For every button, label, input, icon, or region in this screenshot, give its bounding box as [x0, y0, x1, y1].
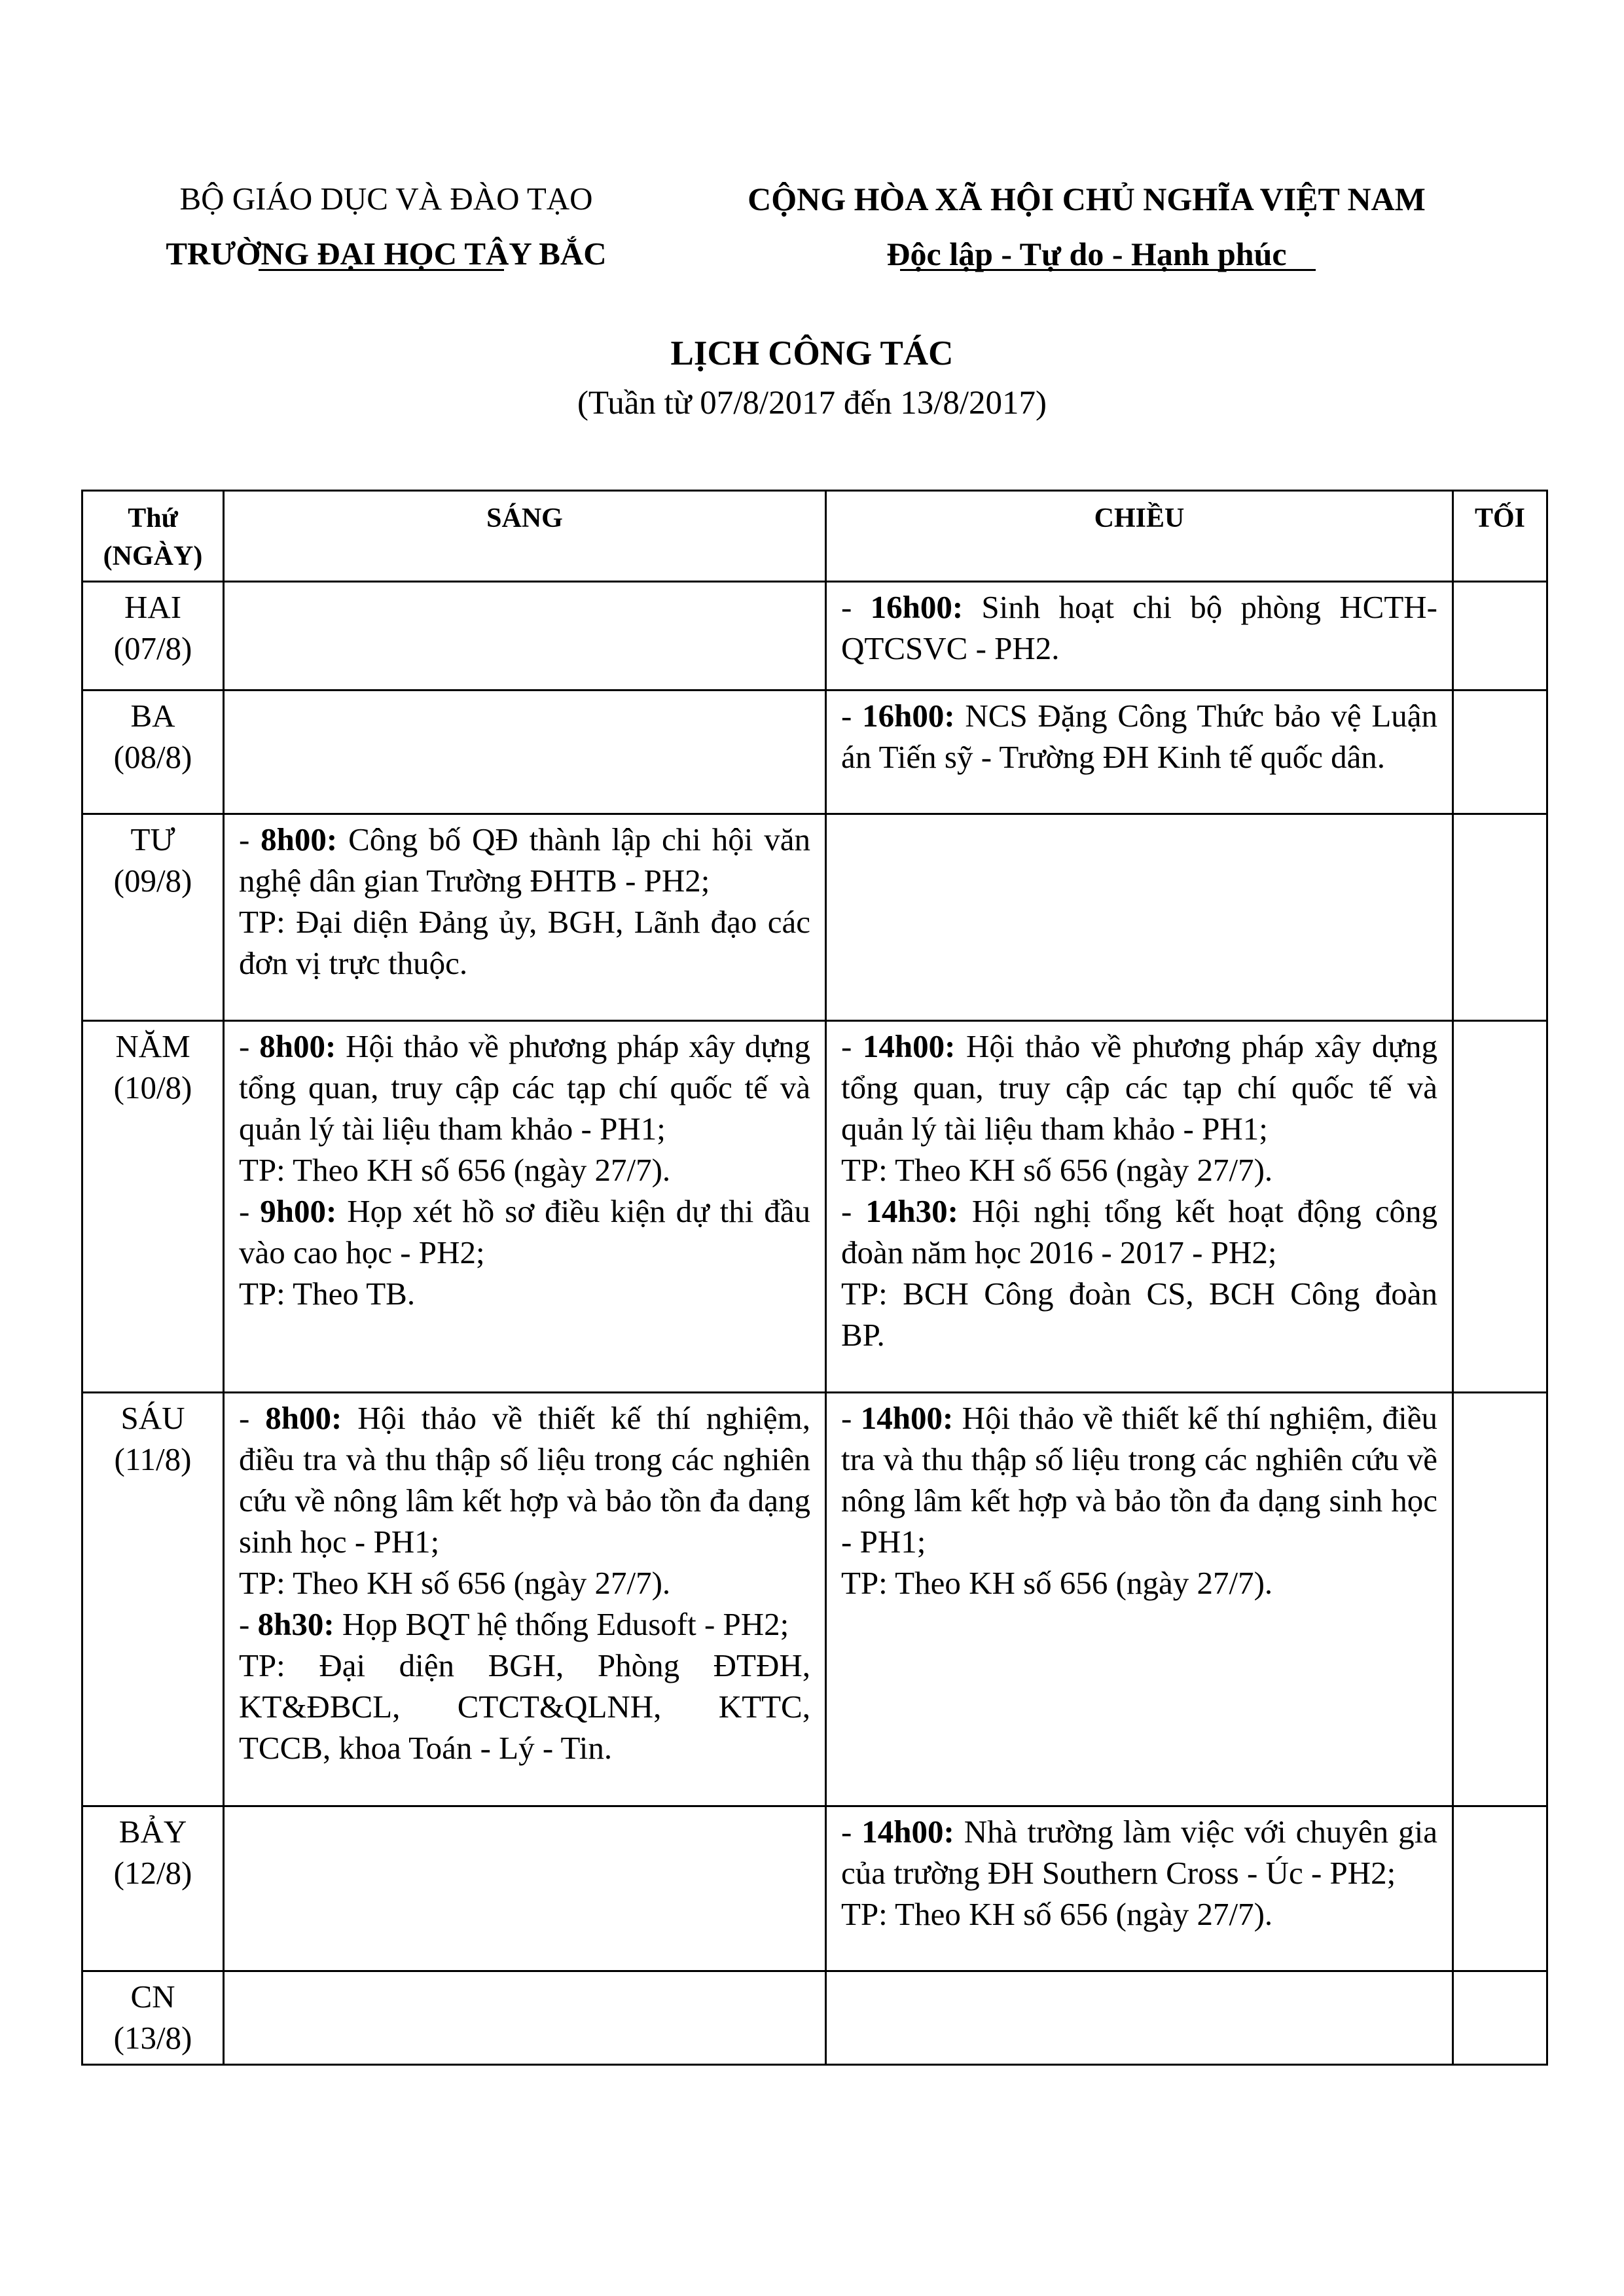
- schedule-entry: [841, 1562, 1437, 1604]
- schedule-entry: - 9h00: Họp xét hồ sơ điều kiện dự thi đầu vào cao học - PH2;: [239, 1193, 810, 1270]
- ministry-name: BỘ GIÁO DỤC VÀ ĐÀO TẠO: [179, 181, 593, 217]
- entry-text: Hội thảo về phương pháp xây dựng tổng quan, truy cập các tạp chí quốc tế và quản lý tài liệu tham khảo - PH1;: [841, 1028, 1437, 1147]
- morning-cell: [224, 1393, 826, 1806]
- schedule-entry: [841, 1273, 1437, 1355]
- morning-cell: [224, 691, 826, 814]
- entry-text: TP: Theo KH số 656 (ngày 27/7).: [841, 1896, 1273, 1932]
- schedule-entry: [239, 901, 810, 984]
- col-header-afternoon: CHIỀU: [826, 491, 1453, 582]
- entry-time: 8h00:: [261, 821, 338, 857]
- table-row: [82, 1393, 1547, 1806]
- entry-text: TP: Theo KH số 656 (ngày 27/7).: [841, 1565, 1273, 1601]
- entry-time: 9h00:: [260, 1193, 337, 1229]
- entry-text: TP: Theo KH số 656 (ngày 27/7).: [239, 1565, 671, 1601]
- schedule-entry: [239, 1645, 810, 1768]
- entry-text: TP: Theo TB.: [239, 1276, 416, 1312]
- day-name: TƯ: [130, 821, 175, 857]
- day-name: BẢY: [118, 1814, 187, 1850]
- entry-time: 8h00:: [265, 1400, 342, 1436]
- entry-time: 8h00:: [259, 1028, 336, 1064]
- evening-cell: [1453, 1971, 1547, 2065]
- col-header-morning: SÁNG: [224, 491, 826, 582]
- day-date: (10/8): [113, 1069, 192, 1105]
- header-right: [681, 171, 1492, 281]
- entry-time: 14h00:: [861, 1814, 954, 1850]
- day-date: (07/8): [113, 630, 192, 666]
- schedule-entry: - 14h30: Hội nghị tổng kết hoạt động công đoàn năm học 2016 - 2017 - PH2;: [841, 1193, 1438, 1270]
- schedule-table: [81, 490, 1548, 2066]
- day-name: HAI: [124, 589, 182, 625]
- schedule-entry: - 14h00: Hội thảo về phương pháp xây dựng tổng quan, truy cập các tạp chí quốc tế và quản lý tài liệu tham khảo - PH1;: [841, 1028, 1437, 1147]
- day-date: (09/8): [113, 863, 192, 899]
- document-subtitle: (Tuần từ 07/8/2017 đến 13/8/2017): [577, 385, 1047, 422]
- entry-time: 16h00:: [870, 589, 964, 625]
- col-header-evening: TỐI: [1453, 491, 1547, 582]
- entry-text: TP: Đại diện BGH, Phòng ĐTĐH, KT&ĐBCL, CTCT&QLNH, KTTC, TCCB, khoa Toán - Lý - Tin.: [239, 1647, 810, 1766]
- col-header-day-line2: (NGÀY): [103, 541, 203, 571]
- document-title: LỊCH CÔNG TÁC: [670, 334, 954, 372]
- entry-text: Hội thảo về thiết kế thí nghiệm, điều tra và thu thập số liệu trong các nghiên cứu về nông lâm kết hợp và bảo tồn đa dạng sinh học - PH1;: [841, 1400, 1437, 1560]
- entry-time: 8h30:: [257, 1606, 334, 1642]
- entry-text: Hội thảo về thiết kế thí nghiệm, điều tra và thu thập số liệu trong các nghiên cứu về nông lâm kết hợp và bảo tồn đa dạng sinh học - PH1;: [239, 1400, 810, 1560]
- evening-cell: [1453, 1393, 1547, 1806]
- entry-text: Công bố QĐ thành lập chi hội văn nghệ dân gian Trường ĐHTB - PH2;: [239, 821, 810, 899]
- afternoon-cell: [826, 1393, 1453, 1806]
- afternoon-cell: [826, 1021, 1453, 1393]
- schedule-body: [82, 582, 1547, 2065]
- evening-cell: [1453, 1021, 1547, 1393]
- entry-time: 14h30:: [865, 1193, 958, 1229]
- morning-cell: [224, 814, 826, 1021]
- day-cell: [82, 691, 224, 814]
- afternoon-cell: [826, 1971, 1453, 2065]
- republic-name: CỘNG HÒA XÃ HỘI CHỦ NGHĨA VIỆT NAM: [748, 181, 1426, 217]
- entry-text: Hội thảo về phương pháp xây dựng tổng quan, truy cập các tạp chí quốc tế và quản lý tài liệu tham khảo - PH1;: [239, 1028, 810, 1147]
- day-date: (12/8): [113, 1855, 192, 1891]
- day-cell: [82, 814, 224, 1021]
- evening-cell: [1453, 691, 1547, 814]
- entry-time: 14h00:: [862, 1028, 956, 1064]
- table-row: [82, 1971, 1547, 2065]
- evening-cell: [1453, 582, 1547, 691]
- schedule-entry: - 8h30: Họp BQT hệ thống Edusoft - PH2;: [239, 1606, 789, 1642]
- schedule-entry: - 14h00: Nhà trường làm việc với chuyên gia của trường ĐH Southern Cross - Úc - PH2;: [841, 1814, 1437, 1891]
- motto: Độc lập - Tự do - Hạnh phúc: [886, 236, 1287, 272]
- table-row: [82, 691, 1547, 814]
- schedule-entry: [841, 1893, 1437, 1935]
- entry-text: TP: BCH Công đoàn CS, BCH Công đoàn BP.: [841, 1276, 1437, 1353]
- header-left-rule: [259, 269, 504, 271]
- table-row: [82, 582, 1547, 691]
- afternoon-cell: [826, 691, 1453, 814]
- schedule-entry: - 16h00: NCS Đặng Công Thức bảo vệ Luận án Tiến sỹ - Trường ĐH Kinh tế quốc dân.: [841, 698, 1437, 775]
- schedule-entry: [239, 1562, 810, 1604]
- table-row: [82, 1806, 1547, 1971]
- day-name: CN: [130, 1979, 175, 2015]
- schedule-entry: - 14h00: Hội thảo về thiết kế thí nghiệm, điều tra và thu thập số liệu trong các nghiên cứu về nông lâm kết hợp và bảo tồn đa dạng sinh học - PH1;: [841, 1400, 1437, 1560]
- entry-text: Hội nghị tổng kết hoạt động công đoàn năm học 2016 - 2017 - PH2;: [841, 1193, 1438, 1270]
- day-cell: [82, 1393, 224, 1806]
- afternoon-cell: [826, 582, 1453, 691]
- entry-text: NCS Đặng Công Thức bảo vệ Luận án Tiến sỹ - Trường ĐH Kinh tế quốc dân.: [841, 698, 1437, 775]
- morning-cell: [224, 1971, 826, 2065]
- entry-text: TP: Đại diện Đảng ủy, BGH, Lãnh đạo các đơn vị trực thuộc.: [239, 904, 810, 981]
- header-row: [82, 491, 1547, 582]
- header-left: [131, 171, 641, 281]
- table-row: [82, 1021, 1547, 1393]
- col-header-day-line1: Thứ: [128, 503, 178, 533]
- table-row: [82, 814, 1547, 1021]
- day-date: (11/8): [114, 1441, 192, 1477]
- schedule-entry: - 8h00: Hội thảo về thiết kế thí nghiệm, điều tra và thu thập số liệu trong các nghiên cứu về nông lâm kết hợp và bảo tồn đa dạng sinh học - PH1;: [239, 1400, 810, 1560]
- col-header-day: [82, 491, 224, 582]
- schedule-entry: [841, 1149, 1437, 1191]
- day-cell: [82, 1021, 224, 1393]
- morning-cell: [224, 1021, 826, 1393]
- afternoon-cell: [826, 814, 1453, 1021]
- day-cell: [82, 1971, 224, 2065]
- morning-cell: [224, 1806, 826, 1971]
- evening-cell: [1453, 814, 1547, 1021]
- day-cell: [82, 1806, 224, 1971]
- day-name: NĂM: [115, 1028, 190, 1064]
- entry-text: Sinh hoạt chi bộ phòng HCTH-QTCSVC - PH2.: [841, 589, 1437, 666]
- entry-text: TP: Theo KH số 656 (ngày 27/7).: [841, 1152, 1273, 1188]
- afternoon-cell: [826, 1806, 1453, 1971]
- school-name: TRƯỜNG ĐẠI HỌC TÂY BẮC: [166, 236, 607, 272]
- header-right-rule: [900, 269, 1316, 271]
- entry-time: 16h00:: [862, 698, 955, 734]
- entry-time: 14h00:: [860, 1400, 954, 1436]
- schedule-entry: - 16h00: Sinh hoạt chi bộ phòng HCTH-QTCSVC - PH2.: [841, 589, 1437, 666]
- entry-text: TP: Theo KH số 656 (ngày 27/7).: [239, 1152, 671, 1188]
- day-cell: [82, 582, 224, 691]
- day-date: (13/8): [113, 2020, 192, 2056]
- day-date: (08/8): [113, 739, 192, 775]
- schedule-entry: - 8h00: Công bố QĐ thành lập chi hội văn nghệ dân gian Trường ĐHTB - PH2;: [239, 821, 810, 899]
- entry-text: Họp xét hồ sơ điều kiện dự thi đầu vào cao học - PH2;: [239, 1193, 810, 1270]
- entry-text: Nhà trường làm việc với chuyên gia của trường ĐH Southern Cross - Úc - PH2;: [841, 1814, 1437, 1891]
- schedule-entry: [239, 1149, 810, 1191]
- day-name: SÁU: [120, 1400, 185, 1436]
- morning-cell: [224, 582, 826, 691]
- entry-text: Họp BQT hệ thống Edusoft - PH2;: [342, 1606, 789, 1642]
- schedule-entry: [239, 1273, 810, 1314]
- day-name: BA: [130, 698, 175, 734]
- evening-cell: [1453, 1806, 1547, 1971]
- schedule-entry: - 8h00: Hội thảo về phương pháp xây dựng tổng quan, truy cập các tạp chí quốc tế và quản lý tài liệu tham khảo - PH1;: [239, 1028, 810, 1147]
